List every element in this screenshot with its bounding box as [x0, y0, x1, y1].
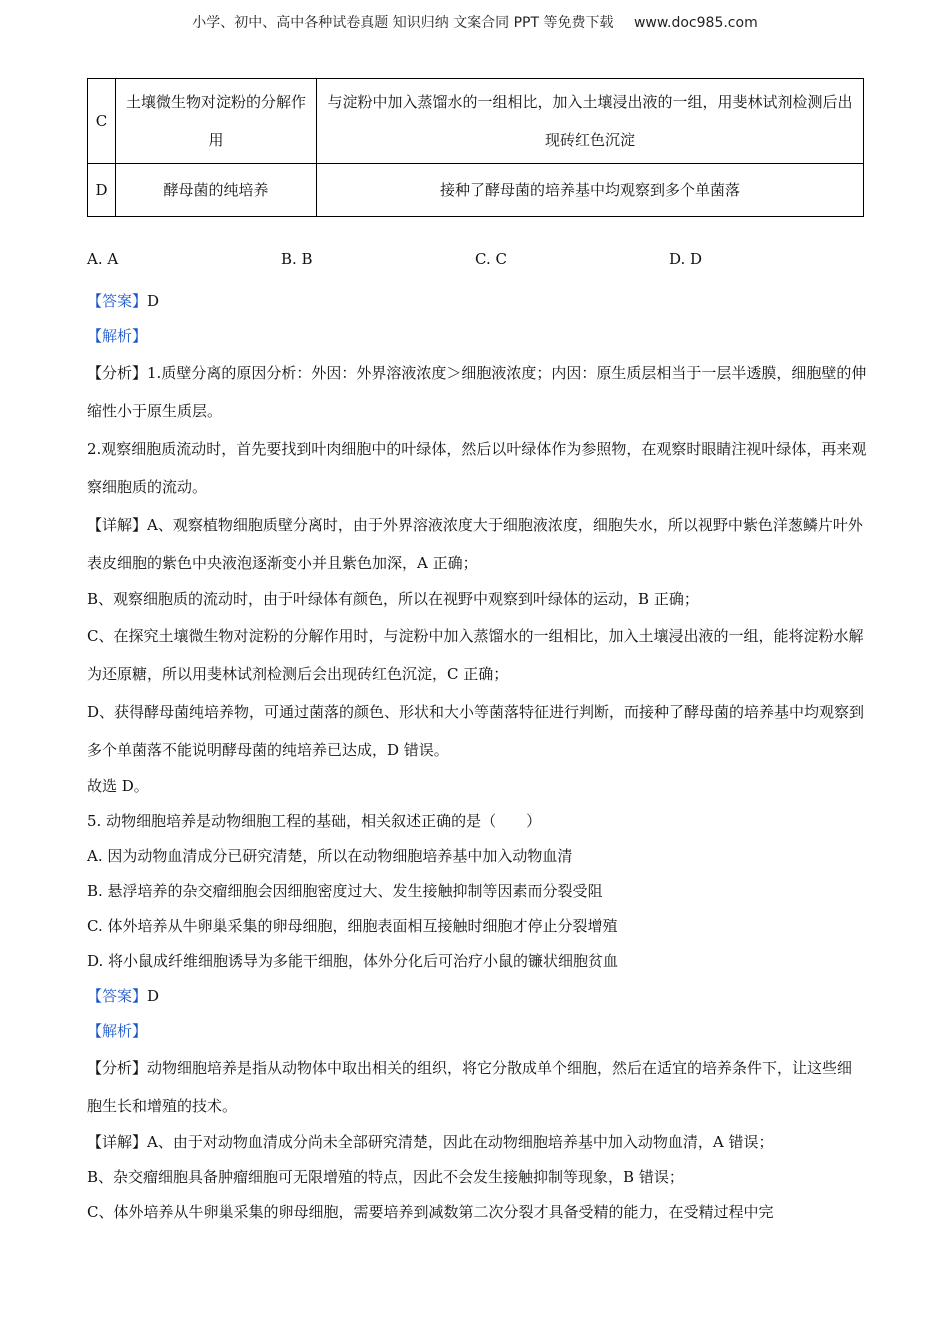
table-row: [88, 164, 864, 217]
q5-fenxi: [87, 1049, 867, 1125]
option-b: B. B: [281, 250, 313, 268]
row-letter: D: [88, 164, 116, 217]
detail-tag: 【详解】: [87, 516, 148, 534]
q5-option-c: C. 体外培养从牛卵巢采集的卵母细胞，细胞表面相互接触时细胞才停止分裂增殖: [87, 917, 618, 935]
q5-detail-b: B、杂交瘤细胞具备肿瘤细胞可无限增殖的特点，因此不会发生接触抑制等现象，B 错误；: [87, 1168, 684, 1186]
answer-tag: 【答案】: [87, 292, 148, 310]
options-table: [87, 78, 864, 217]
row-letter: C: [88, 79, 116, 164]
header-site-link[interactable]: www.doc985.com: [633, 15, 758, 31]
row-topic: 土壤微生物对淀粉的分解作用: [116, 79, 317, 164]
answer-value: D: [147, 987, 160, 1005]
fenxi-tag: 【分析】: [87, 364, 148, 382]
q5-option-a: A. 因为动物血清成分已研究清楚，所以在动物细胞培养基中加入动物血清: [87, 847, 573, 865]
q4-conclusion: 故选 D。: [87, 777, 149, 795]
row-topic: 酵母菌的纯培养: [116, 164, 317, 217]
fenxi-tag: 【分析】: [87, 1059, 148, 1077]
q4-detail-d: D、获得酵母菌纯培养物，可通过菌落的颜色、形状和大小等菌落特征进行判断，而接种了酵母菌的培养基中均观察到多个单菌落不能说明酵母菌的纯培养已达成，D 错误。: [87, 703, 865, 759]
q5-option-b: B. 悬浮培养的杂交瘤细胞会因细胞密度过大、发生接触抑制等因素而分裂受阻: [87, 882, 603, 900]
q4-answer: [87, 284, 867, 319]
fenxi-text: 动物细胞培养是指从动物体中取出相关的组织，将它分散成单个细胞，然后在适宜的培养条件下，让这些细胞生长和增殖的技术。: [87, 1059, 853, 1115]
q4-analysis-heading: [87, 319, 867, 354]
q4-detail-b: B、观察细胞质的流动时，由于叶绿体有颜色，所以在视野中观察到叶绿体的运动，B 正确；: [87, 590, 699, 608]
table-row: [88, 79, 864, 164]
q4-options: [87, 250, 867, 268]
q4-fenxi-2: 2.观察细胞质流动时，首先要找到叶肉细胞中的叶绿体，然后以叶绿体作为参照物，在观察时眼睛注视叶绿体，再来观察细胞质的流动。: [87, 440, 867, 496]
header-text: 小学、初中、高中各种试卷真题 知识归纳 文案合同 PPT 等免费下载: [192, 15, 614, 31]
row-description: 与淀粉中加入蒸馏水的一组相比，加入土壤浸出液的一组，用斐林试剂检测后出现砖红色沉淀: [317, 79, 864, 164]
q5-analysis-heading: [87, 1014, 867, 1049]
option-d: D. D: [669, 250, 703, 268]
fenxi-text: 1.质壁分离的原因分析：外因：外界溶液浓度＞细胞液浓度；内因：原生质层相当于一层半透膜，细胞壁的伸缩性小于原生质层。: [87, 364, 867, 420]
row-description: 接种了酵母菌的培养基中均观察到多个单菌落: [317, 164, 864, 217]
detail-text: A、由于对动物血清成分尚未全部研究清楚，因此在动物细胞培养基中加入动物血清，A 错误；: [147, 1133, 774, 1151]
q5-option-d: D. 将小鼠成纤维细胞诱导为多能干细胞，体外分化后可治疗小鼠的镰状细胞贫血: [87, 952, 619, 970]
solution-body: [87, 284, 867, 1230]
page-header: [0, 12, 950, 32]
detail-tag: 【详解】: [87, 1133, 148, 1151]
q5-detail-a: [87, 1125, 867, 1160]
option-c: C. C: [475, 250, 507, 268]
answer-tag: 【答案】: [87, 987, 148, 1005]
analysis-tag: 【解析】: [87, 1022, 148, 1040]
analysis-tag: 【解析】: [87, 327, 148, 345]
q5-answer: [87, 979, 867, 1014]
detail-text: A、观察植物细胞质壁分离时，由于外界溶液浓度大于细胞液浓度，细胞失水，所以视野中紫色洋葱鳞片叶外表皮细胞的紫色中央液泡逐渐变小并且紫色加深，A 正确；: [87, 516, 863, 572]
q4-detail-c: C、在探究土壤微生物对淀粉的分解作用时，与淀粉中加入蒸馏水的一组相比，加入土壤浸出液的一组，能将淀粉水解为还原糖，所以用斐林试剂检测后会出现砖红色沉淀，C 正确；: [87, 627, 864, 683]
answer-value: D: [147, 292, 160, 310]
option-a: A. A: [87, 250, 119, 268]
q5-detail-c: C、体外培养从牛卵巢采集的卵母细胞，需要培养到减数第二次分裂才具备受精的能力，在受精过程中完: [87, 1203, 774, 1221]
q5-stem: 5. 动物细胞培养是动物细胞工程的基础，相关叙述正确的是（ ）: [87, 812, 542, 830]
q4-fenxi-1: [87, 354, 867, 430]
q4-detail-a: [87, 506, 867, 582]
